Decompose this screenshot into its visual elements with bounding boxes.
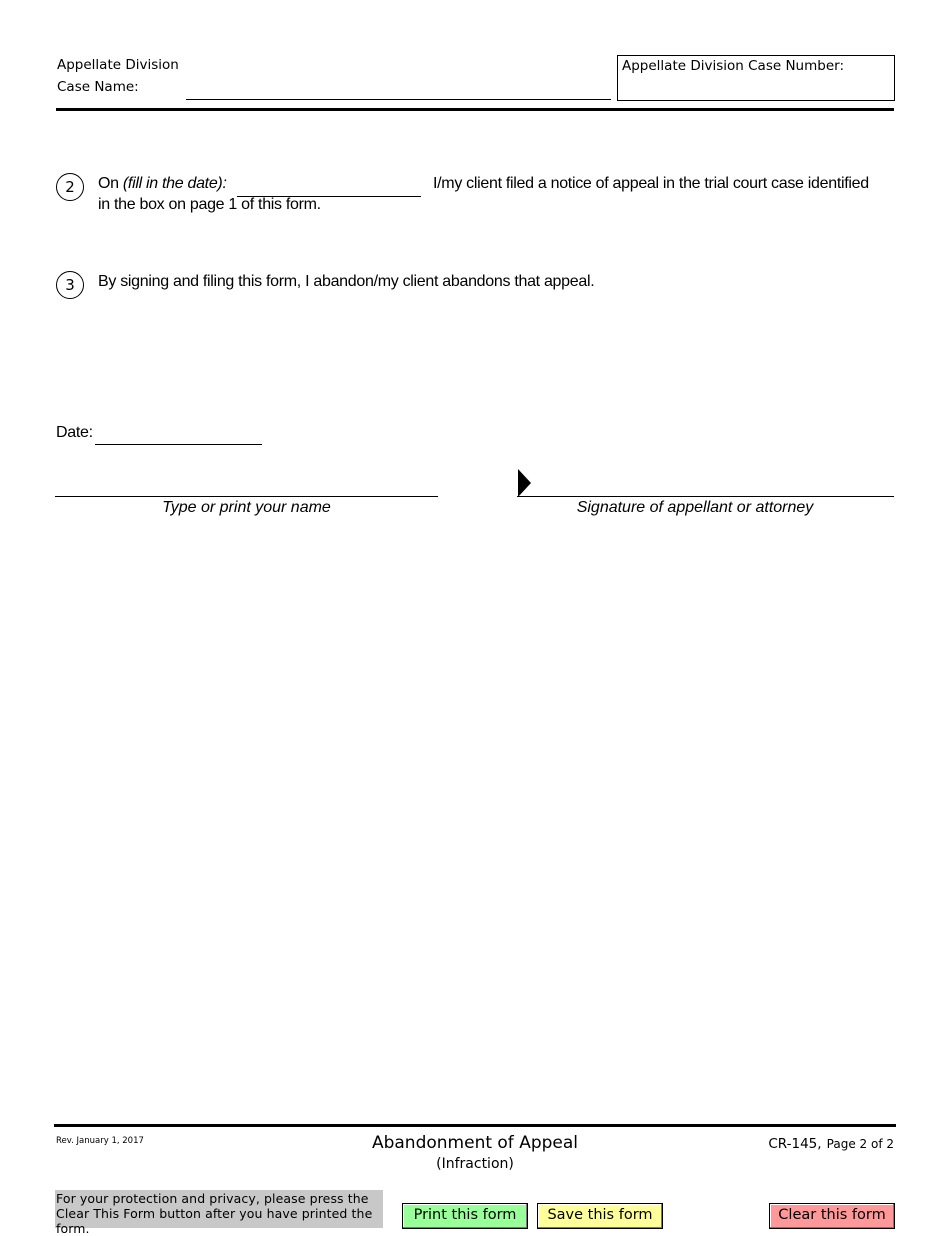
item-2-number: 2 [56,173,84,201]
case-number-label: Appellate Division Case Number: [622,58,844,74]
signature-arrow-icon [518,469,531,497]
item-2-line2: in the box on page 1 of this form. [98,196,321,213]
item-3-number: 3 [56,271,84,299]
case-name-label [57,54,179,98]
case-number-box[interactable] [617,55,895,101]
save-button[interactable]: Save this form [537,1203,663,1229]
form-number [700,1133,894,1152]
date-field[interactable] [95,425,262,445]
item-2-suffix: I/my client filed a notice of appeal in the trial court case identified [433,175,869,192]
appeal-date-field[interactable] [237,176,421,197]
case-name-field[interactable] [186,78,611,100]
print-button[interactable]: Print this form [402,1203,528,1229]
signature-line[interactable] [517,496,894,497]
clear-button[interactable]: Clear this form [769,1203,895,1229]
form-title: Abandonment of Appeal [371,1133,579,1153]
form-subtitle: (Infraction) [436,1156,514,1172]
privacy-notice: For your protection and privacy, please press the Clear This Form button after you have printed the form. [55,1190,383,1228]
header-divider [56,108,894,111]
name-caption: Type or print your name [162,499,331,516]
case-name-label-line2: Case Name: [57,79,139,95]
date-label: Date: [56,424,93,441]
item-3-text: By signing and filing this form, I abandon/my client abandons that appeal. [98,273,595,290]
revision-date: Rev. January 1, 2017 [56,1136,144,1146]
case-name-label-line1: Appellate Division [57,57,179,73]
footer-divider [54,1124,896,1127]
item-2-prefix: On [98,175,119,192]
name-field[interactable] [55,474,438,497]
item-2-italic: (fill in the date): [122,175,227,192]
page-number: Page 2 of 2 [826,1137,894,1151]
signature-caption: Signature of appellant or attorney [576,499,814,516]
form-number-code: CR-145, [768,1136,822,1152]
